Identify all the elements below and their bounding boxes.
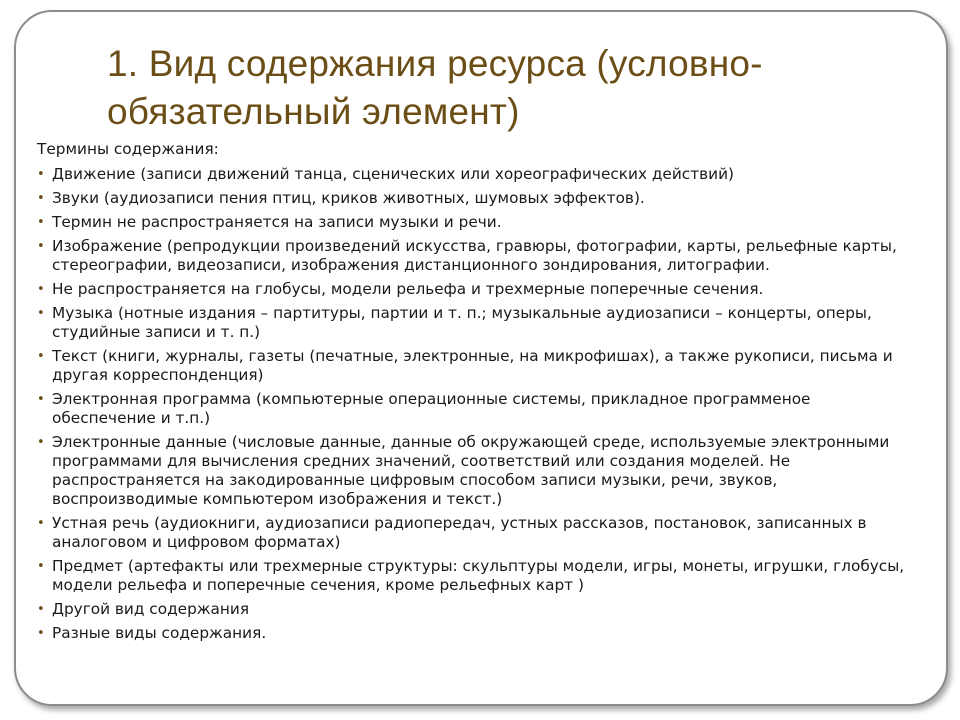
list-item-text: Другой вид содержания	[52, 600, 250, 618]
list-item	[37, 557, 917, 595]
bullet-dot-icon: •	[37, 349, 45, 364]
list-item-text: Разные виды содержания.	[52, 624, 267, 642]
list-item-text: Музыка (нотные издания – партитуры, партии и т. п.; музыкальные аудиозаписи – концерты, оперы, студийные записи и т. п.)	[52, 304, 872, 341]
list-item	[37, 165, 917, 184]
bullet-dot-icon: •	[37, 167, 45, 182]
bullet-dot-icon: •	[37, 215, 45, 230]
list-item	[37, 433, 917, 509]
list-item	[37, 600, 917, 619]
bullet-dot-icon: •	[37, 435, 45, 450]
bullet-dot-icon: •	[37, 191, 45, 206]
list-item	[37, 514, 917, 552]
bullet-dot-icon: •	[37, 516, 45, 531]
content-terms-list	[37, 165, 917, 643]
list-item-text: Текст (книги, журналы, газеты (печатные, электронные, на микрофишах), а также рукописи, письма и другая корреспонденция)	[52, 347, 893, 384]
list-item	[37, 213, 917, 232]
list-item	[37, 189, 917, 208]
list-item	[37, 280, 917, 299]
list-item-text: Изображение (репродукции произведений искусства, гравюры, фотографии, карты, рельефные карты, стереографии, видеозаписи, изображения дистанционного зондирования, литографии.	[52, 237, 897, 274]
list-item	[37, 237, 917, 275]
bullet-dot-icon: •	[37, 392, 45, 407]
list-item-text: Предмет (артефакты или трехмерные структуры: скульптуры модели, игры, монеты, игрушки, глобусы, модели рельефа и поперечные сечения, кроме рельефных карт )	[52, 557, 905, 594]
content-terms-lead: Термины содержания:	[37, 140, 219, 158]
list-item-text: Электронная программа (компьютерные операционные системы, прикладное программеное обеспечение и т.п.)	[52, 390, 811, 427]
list-item-text: Термин не распространяется на записи музыки и речи.	[52, 213, 502, 231]
bullet-dot-icon: •	[37, 239, 45, 254]
list-item	[37, 347, 917, 385]
list-item	[37, 624, 917, 643]
list-item	[37, 390, 917, 428]
bullet-dot-icon: •	[37, 559, 45, 574]
bullet-dot-icon: •	[37, 282, 45, 297]
list-item-text: Устная речь (аудиокниги, аудиозаписи радиопередач, устных рассказов, постановок, записанных в аналоговом и цифровом форматах)	[52, 514, 867, 551]
slide-title: 1. Вид содержания ресурса (условно-обязательный элемент)	[107, 43, 763, 132]
list-item-text: Не распространяется на глобусы, модели рельефа и трехмерные поперечные сечения.	[52, 280, 764, 298]
bullet-dot-icon: •	[37, 306, 45, 321]
list-item-text: Электронные данные (числовые данные, данные об окружающей среде, используемые электронными программами для вычисления средних значений, соответствий или создания моделей. Не распространяется на закодированные цифровым способом записи музыки, речи, звуков, воспроизводимые компьютером изображения и текст.)	[52, 433, 890, 508]
list-item-text: Движение (записи движений танца, сценических или хореографических действий)	[52, 165, 734, 183]
bullet-dot-icon: •	[37, 626, 45, 641]
list-item	[37, 304, 917, 342]
bullet-dot-icon: •	[37, 602, 45, 617]
list-item-text: Звуки (аудиозаписи пения птиц, криков животных, шумовых эффектов).	[52, 189, 645, 207]
slide-content	[37, 140, 917, 648]
